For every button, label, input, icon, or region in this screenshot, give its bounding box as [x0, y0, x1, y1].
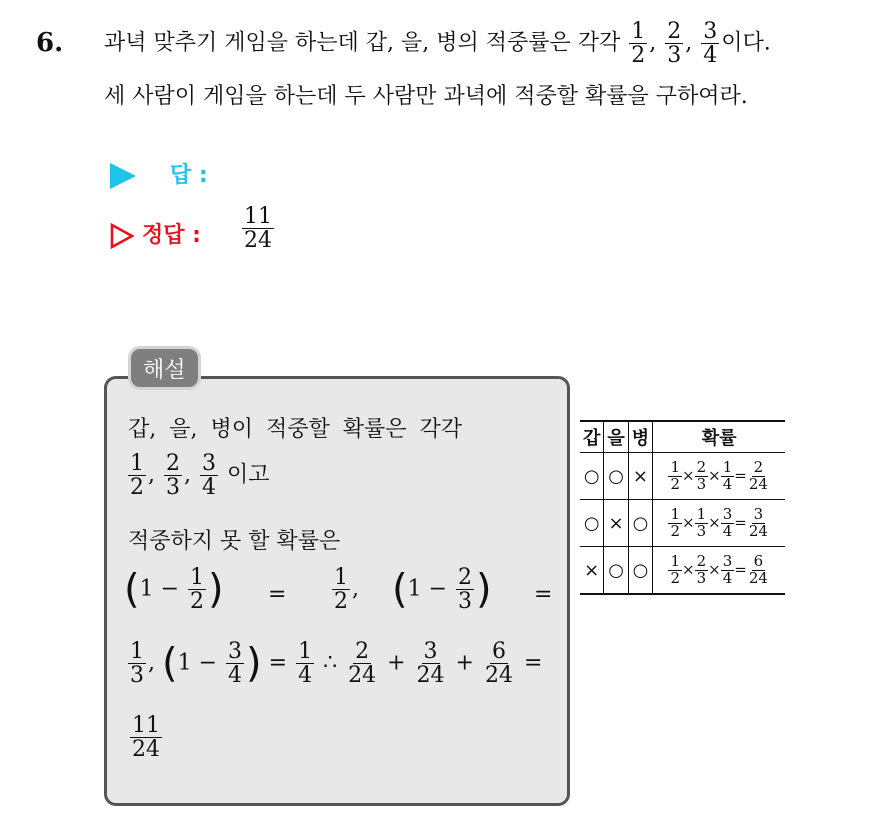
equals-sign: =: [534, 582, 553, 607]
miss-result-1: $\frac{1}{2}$ ,: [334, 565, 359, 615]
fraction: $\frac{3}{4}$: [703, 19, 718, 69]
table-header: 갑: [580, 421, 604, 453]
explanation-line-2: $\frac{1}{2}$ , $\frac{2}{3}$ , $\frac{3}{4}$ 이고: [130, 451, 270, 501]
probability-cell: $\frac{1}{2}$ × $\frac{2}{3}$ × $\frac{3}{4}$ = $\frac{6}{24}$: [653, 547, 786, 595]
answer-row: [110, 158, 208, 189]
outline-triangle-icon: [110, 223, 134, 249]
fraction: $\frac{2}{3}$: [667, 19, 682, 69]
question-text-end: 이다.: [721, 30, 771, 56]
answer-label: 답 :: [170, 163, 208, 188]
correct-answer-value: $\frac{11}{24}$: [244, 204, 272, 254]
fraction: $\frac{1}{2}$: [631, 19, 646, 69]
table-row: ○ ○ × $\frac{1}{2}$ × $\frac{2}{3}$ × $\frac{1}{4}$ = $\frac{2}{24}$: [580, 453, 785, 500]
probability-cell: $\frac{1}{2}$ × $\frac{1}{3}$ × $\frac{3}{4}$ = $\frac{3}{24}$: [653, 500, 786, 547]
explanation-line-1: 갑, 을, 병이 적중할 확률은 각각: [128, 417, 462, 442]
question-text: 과녁 맞추기 게임을 하는데 갑, 을, 병의 적중률은 각각: [104, 30, 621, 56]
therefore-symbol: ∴: [323, 650, 338, 676]
probability-table: [580, 420, 785, 595]
probability-cell: $\frac{1}{2}$ × $\frac{2}{3}$ × $\frac{1}{4}$ = $\frac{2}{24}$: [653, 453, 786, 500]
table-header-row: [580, 421, 785, 453]
miss-expression-1: (1 − $\frac{1}{2}$ ): [124, 565, 224, 615]
table-header: 병: [628, 421, 652, 453]
question-line-2: 세 사람이 게임을 하는데 두 사람만 과녁에 적중할 확률을 구하여라.: [104, 84, 748, 109]
question-line-1: 과녁 맞추기 게임을 하는데 갑, 을, 병의 적중률은 각각 $\frac{1}{2}$ , $\frac{2}{3}$ , $\frac{3}{4}$ 이다.: [104, 19, 771, 69]
correct-answer-label: 정답 :: [142, 223, 201, 248]
miss-result-2: $\frac{1}{3}$ , (1 − $\frac{3}{4}$ ) = $\frac{1}{4}$ ∴ $\frac{2}{24}$ + $\frac{3}{24}$ + $\frac{6}{24}$ =: [130, 639, 543, 689]
equals-sign: =: [268, 582, 287, 607]
final-result: $\frac{11}{24}$: [132, 713, 160, 763]
table-header: 확률: [653, 421, 786, 453]
table-row: × ○ ○ $\frac{1}{2}$ × $\frac{2}{3}$ × $\frac{3}{4}$ = $\frac{6}{24}$: [580, 547, 785, 595]
table-row: ○ × ○ $\frac{1}{2}$ × $\frac{1}{3}$ × $\frac{3}{4}$ = $\frac{3}{24}$: [580, 500, 785, 547]
play-triangle-icon: [110, 163, 136, 189]
miss-expression-2: (1 − $\frac{2}{3}$ ): [392, 565, 492, 615]
question-number: 6.: [36, 28, 64, 58]
explanation-tag: 해설: [128, 346, 201, 390]
table-header: 을: [604, 421, 628, 453]
correct-answer-row: [110, 218, 201, 249]
explanation-line-3: 적중하지 못 할 확률은: [128, 529, 341, 554]
